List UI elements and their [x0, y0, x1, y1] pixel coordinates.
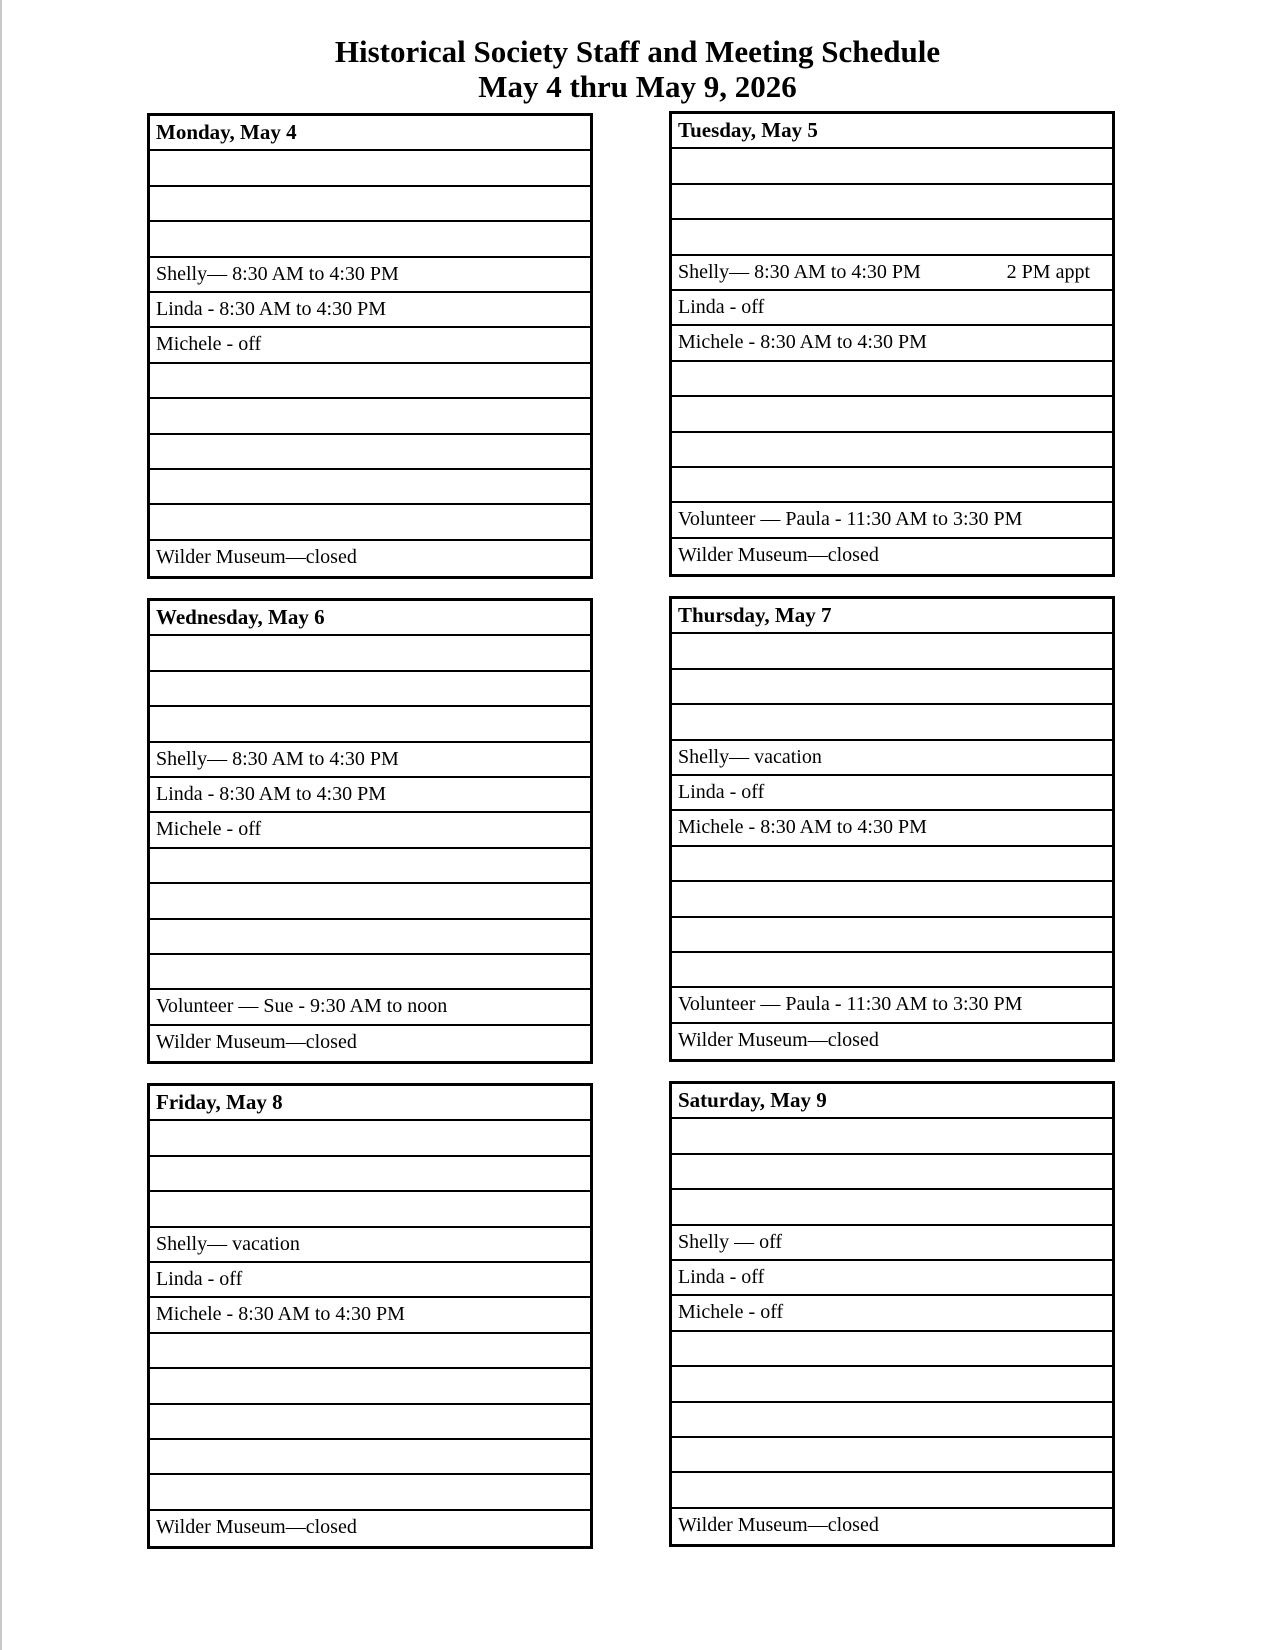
schedule-row: [150, 1334, 590, 1369]
day-table-monday: [147, 113, 593, 579]
schedule-row: [672, 1403, 1112, 1438]
schedule-entry: Wilder Museum—closed: [156, 1030, 357, 1053]
schedule-row: [150, 151, 590, 186]
schedule-row: [150, 364, 590, 399]
schedule-entry: Michele - 8:30 AM to 4:30 PM: [678, 331, 927, 354]
schedule-entry: Linda - off: [678, 295, 765, 318]
schedule-row: [672, 811, 1112, 846]
document-title: Historical Society Staff and Meeting Schedule: [334, 34, 941, 69]
schedule-row: [672, 1296, 1112, 1331]
schedule-entry: Shelly— 8:30 AM to 4:30 PM: [678, 260, 921, 283]
schedule-entry: Michele - off: [678, 1301, 784, 1324]
schedule-row: [150, 187, 590, 222]
schedule-row: [672, 1473, 1112, 1508]
schedule-row: [150, 1192, 590, 1227]
day-table-tuesday: [669, 111, 1115, 577]
schedule-entry: Volunteer — Sue - 9:30 AM to noon: [156, 995, 448, 1018]
schedule-row: [672, 1119, 1112, 1154]
schedule-row: [150, 258, 590, 293]
schedule-row: [150, 813, 590, 848]
schedule-row: [672, 1332, 1112, 1367]
day-header: Tuesday, May 5: [672, 114, 1112, 149]
schedule-row: [672, 185, 1112, 220]
day-header: Thursday, May 7: [672, 599, 1112, 634]
schedule-row: [150, 1369, 590, 1404]
page-edge: [0, 0, 2, 1650]
schedule-entry: Linda - off: [678, 1265, 765, 1288]
schedule-entry: Volunteer — Paula - 11:30 AM to 3:30 PM: [678, 993, 1023, 1016]
schedule-row: [672, 149, 1112, 184]
schedule-row: [672, 988, 1112, 1023]
schedule-row: [672, 882, 1112, 917]
schedule-note: 2 PM appt: [1006, 260, 1090, 283]
day-table-saturday: [669, 1081, 1115, 1547]
schedule-row: [150, 505, 590, 540]
schedule-row: [672, 670, 1112, 705]
schedule-row: [150, 990, 590, 1025]
schedule-row: [672, 847, 1112, 882]
schedule-entry: Wilder Museum—closed: [156, 1515, 357, 1538]
schedule-row: [150, 1228, 590, 1263]
schedule-row: [672, 1190, 1112, 1225]
schedule-row: [672, 1367, 1112, 1402]
schedule-entry: Michele - off: [156, 818, 262, 841]
schedule-row: [672, 741, 1112, 776]
schedule-row: [672, 918, 1112, 953]
day-table-thursday: [669, 596, 1115, 1062]
day-table-friday: [147, 1083, 593, 1549]
schedule-entry: Linda - 8:30 AM to 4:30 PM: [156, 297, 387, 320]
schedule-row: [150, 672, 590, 707]
schedule-row: [672, 326, 1112, 361]
schedule-row: [672, 539, 1112, 574]
schedule-row: [672, 291, 1112, 326]
schedule-row: [672, 362, 1112, 397]
schedule-entry: Shelly— vacation: [678, 745, 822, 768]
schedule-row: [150, 1121, 590, 1156]
schedule-row: [150, 1026, 590, 1061]
day-header: Monday, May 4: [150, 116, 590, 151]
schedule-row: [150, 707, 590, 742]
schedule-entry: Volunteer — Paula - 11:30 AM to 3:30 PM: [678, 508, 1023, 531]
day-table-wednesday: [147, 598, 593, 1064]
schedule-row: [150, 1263, 590, 1298]
schedule-entry: Linda - off: [678, 780, 765, 803]
schedule-row: [672, 397, 1112, 432]
schedule-entry: Wilder Museum—closed: [678, 543, 879, 566]
schedule-entry: Michele - 8:30 AM to 4:30 PM: [156, 1303, 405, 1326]
schedule-entry: Wilder Museum—closed: [678, 1028, 879, 1051]
schedule-row: [150, 399, 590, 434]
schedule-row: [672, 256, 1112, 291]
schedule-row: [672, 953, 1112, 988]
schedule-row: [150, 743, 590, 778]
schedule-entry: Shelly— 8:30 AM to 4:30 PM: [156, 262, 399, 285]
schedule-row: [672, 1261, 1112, 1296]
schedule-entry: Shelly— 8:30 AM to 4:30 PM: [156, 747, 399, 770]
schedule-row: [672, 634, 1112, 669]
schedule-row: [150, 1511, 590, 1546]
schedule-row: [150, 1157, 590, 1192]
schedule-row: [150, 470, 590, 505]
schedule-row: [672, 1226, 1112, 1261]
schedule-row: [150, 222, 590, 257]
schedule-row: [150, 293, 590, 328]
schedule-row: [672, 1024, 1112, 1059]
schedule-row: [150, 778, 590, 813]
schedule-row: [672, 705, 1112, 740]
schedule-entry: Wilder Museum—closed: [678, 1513, 879, 1536]
schedule-row: [150, 1475, 590, 1510]
schedule-row: [150, 636, 590, 671]
schedule-row: [672, 1438, 1112, 1473]
schedule-row: [672, 433, 1112, 468]
schedule-row: [150, 849, 590, 884]
schedule-row: [672, 1509, 1112, 1544]
schedule-entry: Michele - off: [156, 333, 262, 356]
schedule-row: [150, 920, 590, 955]
schedule-entry: Shelly — off: [678, 1230, 783, 1253]
schedule-row: [150, 1405, 590, 1440]
schedule-row: [672, 468, 1112, 503]
schedule-row: [150, 955, 590, 990]
schedule-row: [150, 435, 590, 470]
schedule-row: [150, 1440, 590, 1475]
date-range-subtitle: May 4 thru May 9, 2026: [478, 69, 797, 104]
schedule-row: [150, 884, 590, 919]
schedule-row: [150, 328, 590, 363]
schedule-row: [672, 503, 1112, 538]
schedule-entry: Linda - 8:30 AM to 4:30 PM: [156, 782, 387, 805]
day-header: Friday, May 8: [150, 1086, 590, 1121]
schedule-entry: Wilder Museum—closed: [156, 545, 357, 568]
schedule-row: [150, 541, 590, 576]
schedule-entry: Michele - 8:30 AM to 4:30 PM: [678, 816, 927, 839]
schedule-entry: Linda - off: [156, 1267, 243, 1290]
day-header: Wednesday, May 6: [150, 601, 590, 636]
day-header: Saturday, May 9: [672, 1084, 1112, 1119]
schedule-row: [672, 220, 1112, 255]
schedule-row: [150, 1298, 590, 1333]
schedule-entry: Shelly— vacation: [156, 1232, 300, 1255]
schedule-row: [672, 776, 1112, 811]
schedule-row: [672, 1155, 1112, 1190]
